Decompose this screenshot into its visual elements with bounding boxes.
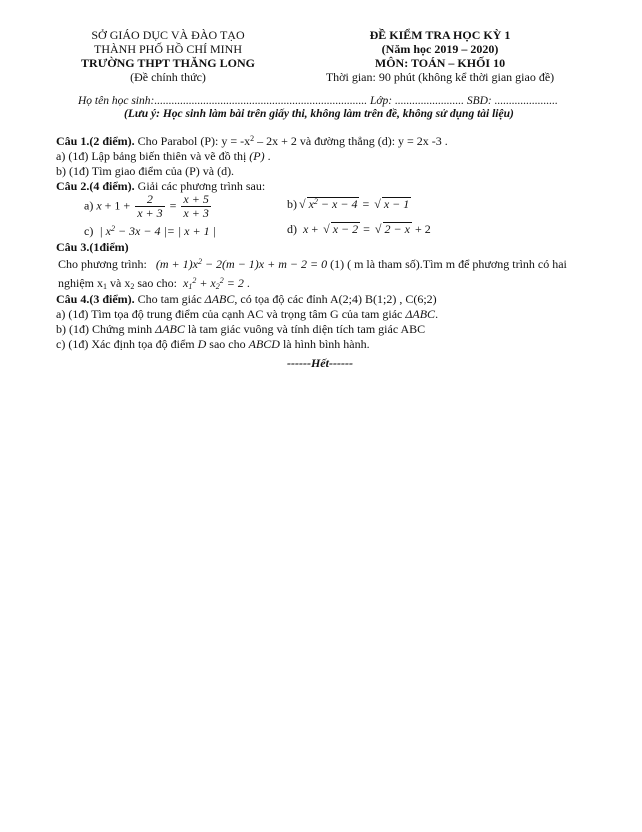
dept-name: SỞ GIÁO DỤC VÀ ĐÀO TẠO [91,28,245,42]
header-left [64,28,272,84]
q1-intro: Cho Parabol (P): y = -x [134,134,251,148]
exam-title: ĐỀ KIỂM TRA HỌC KỲ 1 [369,28,511,42]
time-limit: Thời gian: 90 phút (không kể thời gian giao đề) [325,70,555,84]
q2-intro: Giải các phương trình sau: [134,179,266,193]
note-line: (Lưu ý: Học sinh làm bài trên giấy thi, không làm trên đề, không sử dụng tài liệu) [124,108,514,120]
header-right [295,28,585,84]
q2-line [56,179,265,194]
q4-c: c) (1đ) Xác định tọa độ điểm D sao cho ABCD là hình bình hành. [56,337,370,351]
q2-a: a) x + 1 + $\frac{2}{x + 3}$ = $\frac{x + 5}{x + 3}$ [84,192,209,220]
q2-c: c) | $x^2 - 3x - 4$ |= | x + 1 | [84,224,216,238]
q1-title: Câu 1.(2 điểm). [56,134,135,148]
student-info-line: Họ tên học sinh:.......................................................................... Lớp: ........................ SBD: ...................... [78,95,558,107]
q4-b: b) (1đ) Chứng minh ΔABC là tam giác vuông và tính diện tích tam giác ABC [56,322,426,336]
q2-b: b) √ $x^2 - x - 4$ = √ x − 1 [287,197,410,211]
end-marker: ------Hết------ [287,356,353,370]
subject-title: MÔN: TOÁN – KHỐI 10 [374,56,506,70]
city-name: THÀNH PHỐ HỒ CHÍ MINH [94,42,242,56]
q1-a: a) (1đ) Lập bảng biến thiên và vẽ đồ thị (P) . [56,149,271,163]
q4-a: a) (1đ) Tìm tọa độ trung điểm của cạnh AC và trọng tâm G của tam giác ΔABC. [56,307,439,321]
q2-title: Câu 2.(4 điểm). [56,179,135,193]
q4-line: Câu 4.(3 điểm). Cho tam giác ΔABC, có tọa độ các đỉnh A(2;4) B(1;2) , C(6;2) [56,292,437,306]
q3-line1: Cho phương trình: $(m + 1)x^2 - 2(m - 1)x + m - 2 = 0$ (1) ( m là tham số).Tìm m để phương trình có hai [58,257,567,271]
school-year: (Năm học 2019 – 2020) [381,42,499,56]
q3-title: Câu 3.(1điểm) [56,240,129,254]
q4-title: Câu 4.(3 điểm). [56,292,135,306]
school-name: TRƯỜNG THPT THĂNG LONG [81,56,255,70]
q1-intro-2: – 2x + 2 và đường thẳng (d): y = 2x -3 . [254,134,448,148]
q1-line: Câu 1.(2 điểm). Cho Parabol (P): $y = -x^2 - 2x + 2$ và đường thẳng (d): y = 2x -3 . [56,134,448,148]
official-label: (Đề chính thức) [130,70,206,84]
q3-line2: nghiệm $x_1$ và $x_2$ sao cho: $x_1^2 + x_2^2 = 2$ . [58,276,250,291]
q2-d: d) x + √ x − 2 = √ 2 − x + 2 [287,222,431,236]
q1-b: b) (1đ) Tìm giao điểm của (P) và (d). [56,164,235,178]
